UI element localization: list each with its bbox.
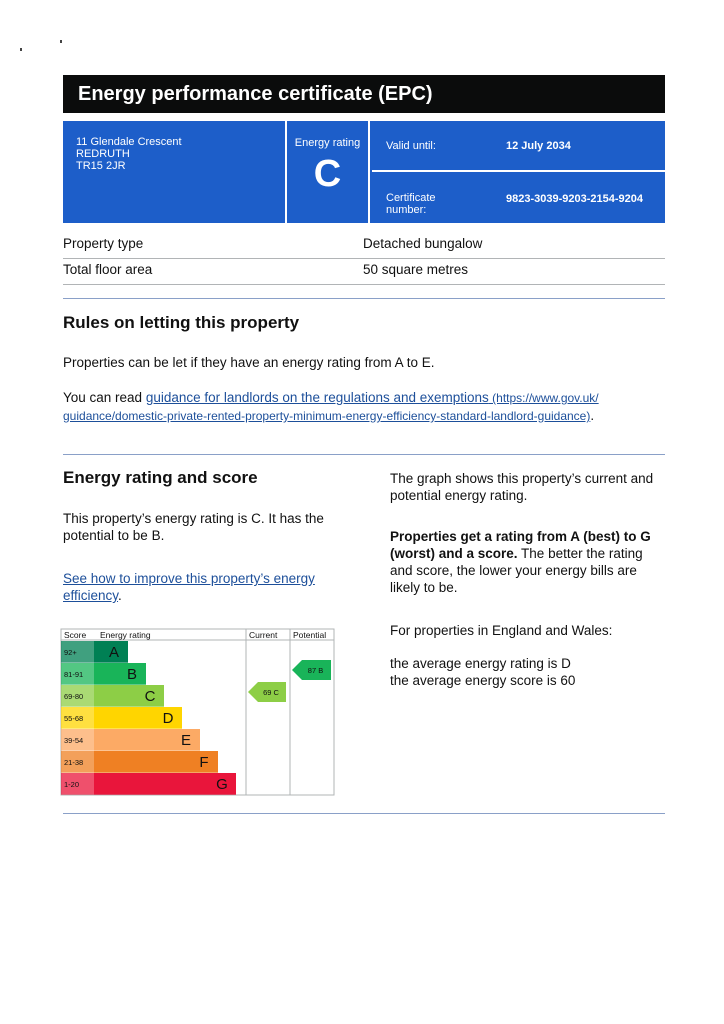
potential-rating-label: 87 B (307, 666, 324, 675)
section-divider (63, 454, 665, 455)
rating-band-letter: E (180, 732, 192, 749)
improve-link-suffix: . (118, 588, 122, 603)
rules-guidance-paragraph (63, 389, 663, 425)
address-block (63, 121, 283, 223)
energy-rating-label: Energy rating (294, 137, 361, 149)
rating-column-header: Energy rating (100, 630, 151, 640)
section-divider (63, 813, 665, 814)
score-heading: Energy rating and score (63, 468, 258, 487)
current-column-header: Current (249, 630, 278, 640)
floor-area-value: 50 square metres (363, 262, 469, 277)
rating-band-letter: C (144, 688, 156, 705)
score-range-label: 69-80 (64, 692, 84, 701)
score-range-label: 39-54 (64, 736, 84, 745)
rating-band-letter: A (108, 644, 120, 661)
graph-description: The graph shows this property’s current and potential energy rating. (390, 471, 654, 503)
page-title: Energy performance certificate (EPC) (63, 75, 665, 113)
epc-chart-svg (60, 628, 335, 796)
certificate-label (386, 192, 436, 216)
address-line: 11 Glendale Crescent (76, 136, 182, 148)
average-rating (390, 655, 665, 689)
floor-area-label: Total floor area (63, 262, 153, 277)
valid-until-label: Valid until: (386, 140, 436, 152)
address-line: TR15 2JR (76, 160, 126, 172)
score-paragraph: This property’s energy rating is C. It has the potential to be B. (63, 511, 324, 543)
certificate-row (372, 174, 665, 223)
rating-band-letter: G (216, 776, 228, 793)
score-range-label: 92+ (64, 648, 77, 657)
rating-band-letter: B (126, 666, 138, 683)
improve-paragraph (63, 570, 343, 604)
certificate-header (63, 121, 665, 223)
guidance-url-line2: guidance/domestic-private-rented-property-minimum-energy-efficiency-standard-landlord-guidance) (63, 409, 591, 423)
energy-rating-letter: C (313, 153, 342, 195)
certificate-number: 9823-3039-9203-2154-9204 (506, 193, 644, 205)
rules-heading: Rules on letting this property (63, 313, 300, 332)
energy-rating-box (285, 121, 370, 223)
rating-band-letter: D (162, 710, 174, 727)
rating-band-bar (94, 773, 236, 795)
rating-explanation-rest: The better the rating and score, the lower your energy bills are likely to be. (390, 546, 643, 595)
address-line: REDRUTH (76, 148, 130, 160)
rating-explanation (390, 528, 665, 596)
valid-until-row (372, 121, 665, 172)
rating-explanation-bold: Properties get a rating from A (best) to G (worst) and a score. (390, 529, 651, 561)
guidance-url-line1: (https://www.gov.uk/ (488, 391, 599, 405)
score-range-label: 55-68 (64, 714, 84, 723)
average-score-line: the average energy score is 60 (390, 673, 576, 688)
scan-mark (60, 40, 62, 43)
score-column-header: Score (64, 630, 87, 640)
current-rating-label: 69 C (263, 688, 279, 697)
rating-band-letter: F (199, 754, 209, 771)
score-range-label: 81-91 (64, 670, 84, 679)
valid-until-value: 12 July 2034 (506, 140, 571, 152)
region-label: For properties in England and Wales: (390, 623, 613, 638)
rules-paragraph: Properties can be let if they have an energy rating from A to E. (63, 355, 435, 370)
guidance-prefix: You can read (63, 390, 146, 405)
section-divider (63, 298, 665, 299)
guidance-suffix: . (590, 408, 595, 423)
property-type-row (63, 233, 665, 259)
floor-area-row (63, 259, 665, 285)
score-range-label: 21-38 (64, 758, 84, 767)
scan-mark (20, 48, 22, 51)
property-type-label: Property type (63, 236, 144, 251)
guidance-link-text: guidance for landlords on the regulations and exemptions (145, 390, 489, 405)
certificate-label-line: Certificate (386, 192, 436, 204)
average-rating-line: the average energy rating is D (390, 656, 571, 671)
certificate-label-line: number: (386, 204, 427, 216)
score-range-label: 1-20 (64, 780, 80, 789)
improve-link[interactable]: See how to improve this property’s energy efficiency (63, 571, 315, 603)
property-type-value: Detached bungalow (363, 236, 483, 251)
potential-column-header: Potential (293, 630, 327, 640)
epc-rating-chart (60, 628, 335, 796)
rating-band-bar (94, 663, 146, 685)
